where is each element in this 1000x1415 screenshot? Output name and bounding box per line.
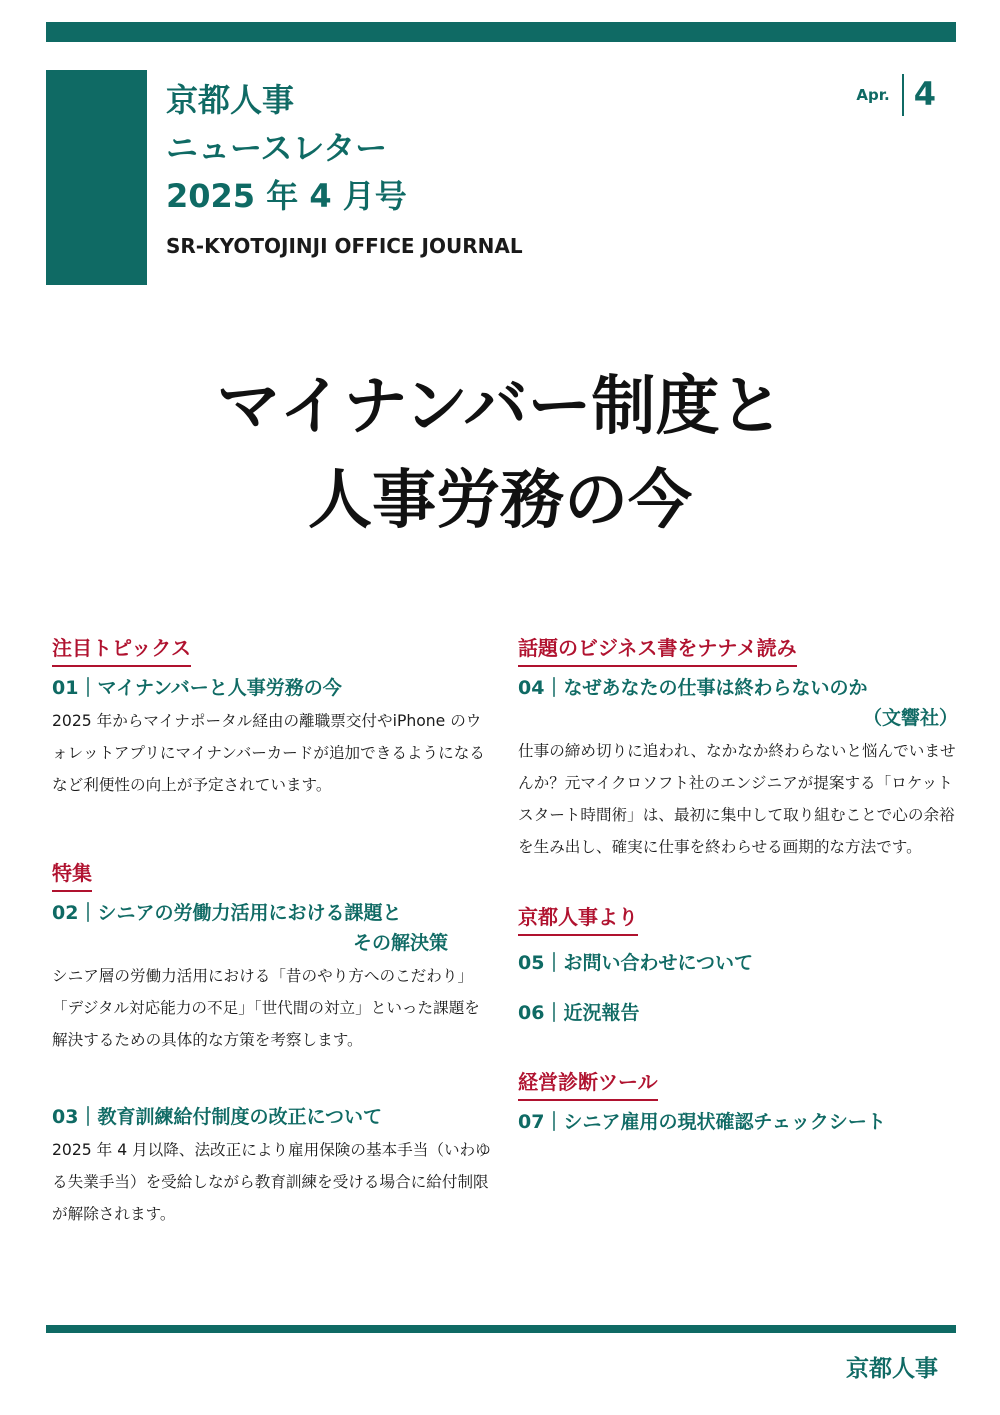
article-02-summary: シニア層の労働力活用における「昔のやり方へのこだわり」「デジタル対応能力の不足」「世代間の対立」といった課題を解決するための具体的な方策を考察します。: [52, 967, 480, 1049]
article-07-title[interactable]: 07｜シニア雇用の現状確認チェックシート: [518, 1111, 886, 1133]
article-01-title[interactable]: 01｜マイナンバーと人事労務の今: [52, 677, 342, 699]
masthead-title-line1: 京都人事: [166, 81, 295, 119]
category-featured-topics: 注目トピックス: [52, 634, 191, 667]
journal-name: SR-KYOTOJINJI OFFICE JOURNAL: [166, 234, 523, 258]
article-04-publisher: （文響社）: [862, 707, 958, 729]
top-accent-bar: [46, 22, 956, 42]
bottom-accent-bar: [46, 1325, 956, 1333]
article-03-title[interactable]: 03｜教育訓練給付制度の改正について: [52, 1106, 383, 1128]
article-04-summary: 仕事の締め切りに追われ、なかなか終わらないと悩んでいませんか？元マイクロソフト社のエンジニアが提案する「ロケットスタート時間術」は、最初に集中して取り組むことで心の余裕を生み出し、確実に仕事を終わらせる画期的な方法です。: [518, 742, 956, 856]
footer-brand: 京都人事: [846, 1356, 938, 1382]
article-02-title[interactable]: 02｜シニアの労働力活用における課題と: [52, 902, 402, 924]
article-02-title-cont[interactable]: その解決策: [352, 932, 448, 954]
headline-line2: 人事労務の今: [308, 464, 692, 538]
masthead-title-line3: 2025 年 4 月号: [166, 177, 407, 215]
cover-headline: [0, 360, 1000, 548]
category-management-tools: 経営診断ツール: [518, 1068, 658, 1101]
issue-indicator: [856, 74, 936, 116]
masthead-color-block: [46, 70, 147, 285]
headline-line1: マイナンバー制度と: [216, 370, 784, 444]
category-business-books: 話題のビジネス書をナナメ読み: [518, 634, 797, 667]
masthead-title-line2: ニュースレター: [166, 129, 388, 167]
issue-divider: [902, 74, 904, 116]
issue-number: 4: [913, 75, 936, 113]
left-column: [52, 634, 492, 1230]
article-03-summary: 2025 年 4 月以降、法改正により雇用保険の基本手当（いわゆる失業手当）を受給しながら教育訓練を受ける場合に給付制限が解除されます。: [52, 1141, 491, 1223]
masthead: [166, 76, 523, 258]
article-04-title[interactable]: 04｜なぜあなたの仕事は終わらないのか: [518, 677, 868, 699]
article-01-summary: 2025 年からマイナポータル経由の離職票交付やiPhone のウォレットアプリにマイナンバーカードが追加できるようになるなど利便性の向上が予定されています。: [52, 712, 485, 794]
article-06-title[interactable]: 06｜近況報告: [518, 1002, 640, 1024]
category-special-feature: 特集: [52, 859, 92, 892]
category-from-kyotojinji: 京都人事より: [518, 903, 638, 936]
right-column: [518, 634, 958, 1137]
article-05-title[interactable]: 05｜お問い合わせについて: [518, 952, 754, 974]
issue-month: Apr.: [856, 86, 890, 104]
